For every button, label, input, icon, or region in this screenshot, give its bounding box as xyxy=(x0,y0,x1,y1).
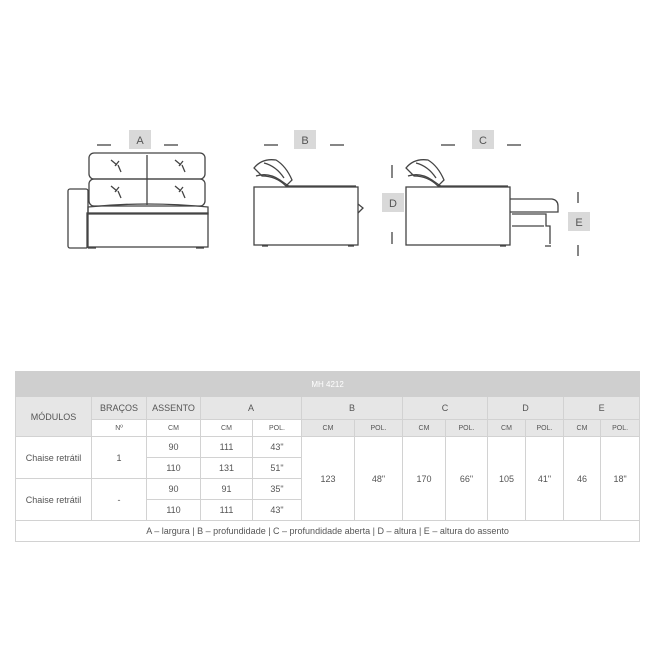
cell-seat: 90 xyxy=(147,437,201,458)
spec-table xyxy=(15,371,640,542)
cell-seat: 110 xyxy=(147,500,201,521)
subheader-a-pol: POL. xyxy=(253,420,302,437)
cell-arms: 1 xyxy=(92,437,147,479)
subheader-c-cm: CM xyxy=(403,420,446,437)
header-e: E xyxy=(564,397,640,420)
dim-a-text: A xyxy=(136,135,144,147)
cell-d-pol: 41" xyxy=(526,437,564,521)
cell-a-pol: 43" xyxy=(253,437,302,458)
dim-e-text: E xyxy=(575,217,583,229)
cell-a-pol: 43" xyxy=(253,500,302,521)
cell-a-cm: 111 xyxy=(201,437,253,458)
subheader-seat-unit: CM xyxy=(147,420,201,437)
cell-c-pol: 66" xyxy=(446,437,488,521)
subheader-e-pol: POL. xyxy=(601,420,640,437)
cell-seat: 110 xyxy=(147,458,201,479)
cell-c-cm: 170 xyxy=(403,437,446,521)
subheader-arms-unit: Nº xyxy=(92,420,147,437)
cell-b-cm: 123 xyxy=(302,437,355,521)
cell-a-cm: 131 xyxy=(201,458,253,479)
subheader-b-pol: POL. xyxy=(355,420,403,437)
cell-a-cm: 91 xyxy=(201,479,253,500)
header-a: A xyxy=(201,397,302,420)
cell-a-cm: 111 xyxy=(201,500,253,521)
table-title: MH 4212 xyxy=(16,372,640,397)
cell-e-pol: 18" xyxy=(601,437,640,521)
front-view-drawing xyxy=(68,145,208,248)
side-open-view-drawing xyxy=(392,145,578,256)
table-legend: A – largura | B – profundidade | C – profundidade aberta | D – altura | E – altura do assento xyxy=(16,521,640,542)
subheader-b-cm: CM xyxy=(302,420,355,437)
dimension-label-c xyxy=(472,130,494,149)
header-seat: ASSENTO xyxy=(147,397,201,420)
cell-a-pol: 35" xyxy=(253,479,302,500)
subheader-a-cm: CM xyxy=(201,420,253,437)
cell-e-cm: 46 xyxy=(564,437,601,521)
subheader-e-cm: CM xyxy=(564,420,601,437)
dimension-label-a xyxy=(129,130,151,149)
header-d: D xyxy=(488,397,564,420)
cell-a-pol: 51" xyxy=(253,458,302,479)
dim-c-text: C xyxy=(479,135,487,147)
header-arms: BRAÇOS xyxy=(92,397,147,420)
dimension-label-d xyxy=(382,193,404,212)
cell-arms: - xyxy=(92,479,147,521)
table-row xyxy=(16,437,640,458)
cell-b-pol: 48" xyxy=(355,437,403,521)
cell-seat: 90 xyxy=(147,479,201,500)
cell-module: Chaise retrátil xyxy=(16,479,92,521)
cell-module: Chaise retrátil xyxy=(16,437,92,479)
header-b: B xyxy=(302,397,403,420)
dimension-label-e xyxy=(568,212,590,231)
dim-b-text: B xyxy=(301,135,309,147)
dimension-label-b xyxy=(294,130,316,149)
dim-d-text: D xyxy=(389,198,397,210)
subheader-d-pol: POL. xyxy=(526,420,564,437)
header-c: C xyxy=(403,397,488,420)
subheader-c-pol: POL. xyxy=(446,420,488,437)
subheader-d-cm: CM xyxy=(488,420,526,437)
cell-d-cm: 105 xyxy=(488,437,526,521)
side-view-drawing xyxy=(254,145,363,246)
header-modules: MÓDULOS xyxy=(16,397,92,437)
